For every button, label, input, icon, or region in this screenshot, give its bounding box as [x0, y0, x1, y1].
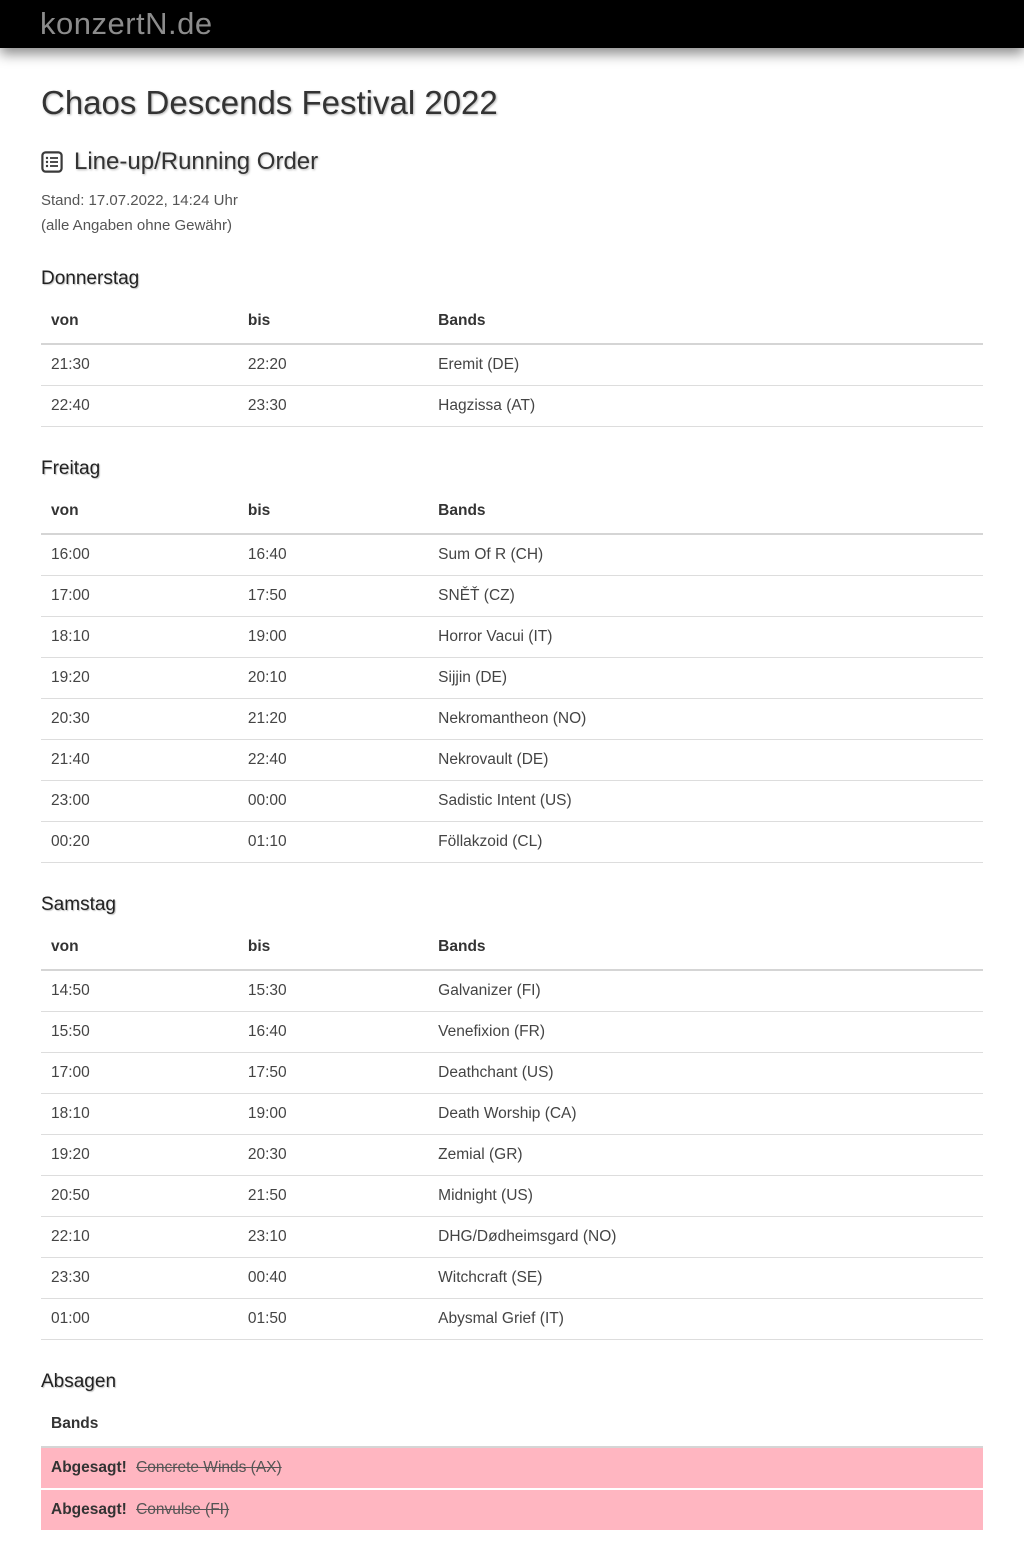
bis-cell: 19:00	[238, 617, 428, 658]
table-row	[41, 740, 983, 781]
cancelled-cell	[41, 1489, 983, 1530]
bis-cell: 23:10	[238, 1217, 428, 1258]
col-header-bands: Bands	[428, 928, 983, 970]
cancelled-label: Abgesagt!	[51, 1459, 127, 1476]
band-cell: Föllakzoid (CL)	[428, 822, 983, 863]
band-cell: Nekrovault (DE)	[428, 740, 983, 781]
band-cell: Sadistic Intent (US)	[428, 781, 983, 822]
cancellations-section	[41, 1371, 983, 1530]
day-title: Samstag	[41, 894, 116, 915]
cancelled-label: Abgesagt!	[51, 1501, 127, 1518]
band-cell: Galvanizer (FI)	[428, 970, 983, 1012]
col-header-bis: bis	[238, 928, 428, 970]
schedule-table	[41, 928, 983, 1340]
table-row	[41, 1135, 983, 1176]
col-header-bis: bis	[238, 492, 428, 534]
table-row	[41, 576, 983, 617]
von-cell: 18:10	[41, 1094, 238, 1135]
page-title: Chaos Descends Festival 2022	[41, 84, 498, 121]
cancelled-row	[41, 1489, 983, 1530]
bis-cell: 17:50	[238, 576, 428, 617]
table-header-row	[41, 928, 983, 970]
bis-cell: 01:10	[238, 822, 428, 863]
von-cell: 17:00	[41, 1053, 238, 1094]
col-header-bis: bis	[238, 302, 428, 344]
von-cell: 01:00	[41, 1299, 238, 1340]
von-cell: 22:40	[41, 386, 238, 427]
band-cell: DHG/Dødheimsgard (NO)	[428, 1217, 983, 1258]
site-header	[0, 0, 1024, 48]
col-header-von: von	[41, 302, 238, 344]
bis-cell: 19:00	[238, 1094, 428, 1135]
table-row	[41, 386, 983, 427]
von-cell: 19:20	[41, 658, 238, 699]
band-cell: Nekromantheon (NO)	[428, 699, 983, 740]
von-cell: 21:30	[41, 344, 238, 386]
table-row	[41, 822, 983, 863]
bis-cell: 21:50	[238, 1176, 428, 1217]
section-title-label: Line-up/Running Order	[74, 148, 319, 175]
table-row	[41, 1258, 983, 1299]
table-row	[41, 344, 983, 386]
table-header-row	[41, 302, 983, 344]
bis-cell: 17:50	[238, 1053, 428, 1094]
col-header-bands: Bands	[428, 302, 983, 344]
col-header-von: von	[41, 928, 238, 970]
bis-cell: 16:40	[238, 534, 428, 576]
von-cell: 20:30	[41, 699, 238, 740]
von-cell: 22:10	[41, 1217, 238, 1258]
status-line-disclaimer: (alle Angaben ohne Gewähr)	[41, 216, 232, 234]
table-row	[41, 1299, 983, 1340]
von-cell: 18:10	[41, 617, 238, 658]
cancellations-title: Absagen	[41, 1371, 117, 1392]
band-cell: Horror Vacui (IT)	[428, 617, 983, 658]
bis-cell: 00:00	[238, 781, 428, 822]
bis-cell: 00:40	[238, 1258, 428, 1299]
band-cell: Witchcraft (SE)	[428, 1258, 983, 1299]
bis-cell: 01:50	[238, 1299, 428, 1340]
von-cell: 15:50	[41, 1012, 238, 1053]
von-cell: 23:00	[41, 781, 238, 822]
table-row	[41, 658, 983, 699]
schedule-table	[41, 492, 983, 863]
table-row	[41, 1217, 983, 1258]
band-cell: Venefixion (FR)	[428, 1012, 983, 1053]
band-cell: Hagzissa (AT)	[428, 386, 983, 427]
table-row	[41, 1012, 983, 1053]
table-row	[41, 1094, 983, 1135]
section-title	[41, 148, 983, 176]
col-header-bands: Bands	[41, 1405, 983, 1447]
cancelled-cell	[41, 1447, 983, 1489]
bis-cell: 21:20	[238, 699, 428, 740]
bis-cell: 22:40	[238, 740, 428, 781]
band-cell: Sijjin (DE)	[428, 658, 983, 699]
band-cell: Sum Of R (CH)	[428, 534, 983, 576]
von-cell: 20:50	[41, 1176, 238, 1217]
cancelled-band-name: Concrete Winds (AX)	[136, 1459, 282, 1476]
bis-cell: 16:40	[238, 1012, 428, 1053]
table-header-row	[41, 492, 983, 534]
von-cell: 21:40	[41, 740, 238, 781]
day-section-freitag	[41, 458, 983, 863]
table-row	[41, 699, 983, 740]
table-row	[41, 970, 983, 1012]
von-cell: 17:00	[41, 576, 238, 617]
band-cell: Abysmal Grief (IT)	[428, 1299, 983, 1340]
table-header-row	[41, 1405, 983, 1447]
col-header-von: von	[41, 492, 238, 534]
table-row	[41, 617, 983, 658]
day-section-donnerstag	[41, 268, 983, 427]
band-cell: Zemial (GR)	[428, 1135, 983, 1176]
cancellations-table	[41, 1405, 983, 1530]
bis-cell: 15:30	[238, 970, 428, 1012]
table-row	[41, 1053, 983, 1094]
von-cell: 14:50	[41, 970, 238, 1012]
band-cell: Midnight (US)	[428, 1176, 983, 1217]
von-cell: 19:20	[41, 1135, 238, 1176]
band-cell: Death Worship (CA)	[428, 1094, 983, 1135]
table-row	[41, 534, 983, 576]
list-icon	[41, 151, 63, 173]
band-cell: Deathchant (US)	[428, 1053, 983, 1094]
schedule-table	[41, 302, 983, 427]
table-row	[41, 1176, 983, 1217]
band-cell: SNĚŤ (CZ)	[428, 576, 983, 617]
von-cell: 16:00	[41, 534, 238, 576]
status-line-date: Stand: 17.07.2022, 14:24 Uhr	[41, 192, 238, 209]
day-section-samstag	[41, 894, 983, 1340]
band-cell: Eremit (DE)	[428, 344, 983, 386]
day-title: Donnerstag	[41, 268, 140, 289]
bis-cell: 22:20	[238, 344, 428, 386]
bis-cell: 20:30	[238, 1135, 428, 1176]
von-cell: 23:30	[41, 1258, 238, 1299]
von-cell: 00:20	[41, 822, 238, 863]
cancelled-band-name: Convulse (FI)	[136, 1501, 230, 1518]
table-row	[41, 781, 983, 822]
day-title: Freitag	[41, 458, 101, 479]
bis-cell: 23:30	[238, 386, 428, 427]
site-logo[interactable]: konzertN.de	[40, 6, 213, 41]
cancelled-row	[41, 1447, 983, 1489]
main-content	[0, 84, 1024, 1551]
bis-cell: 20:10	[238, 658, 428, 699]
col-header-bands: Bands	[428, 492, 983, 534]
